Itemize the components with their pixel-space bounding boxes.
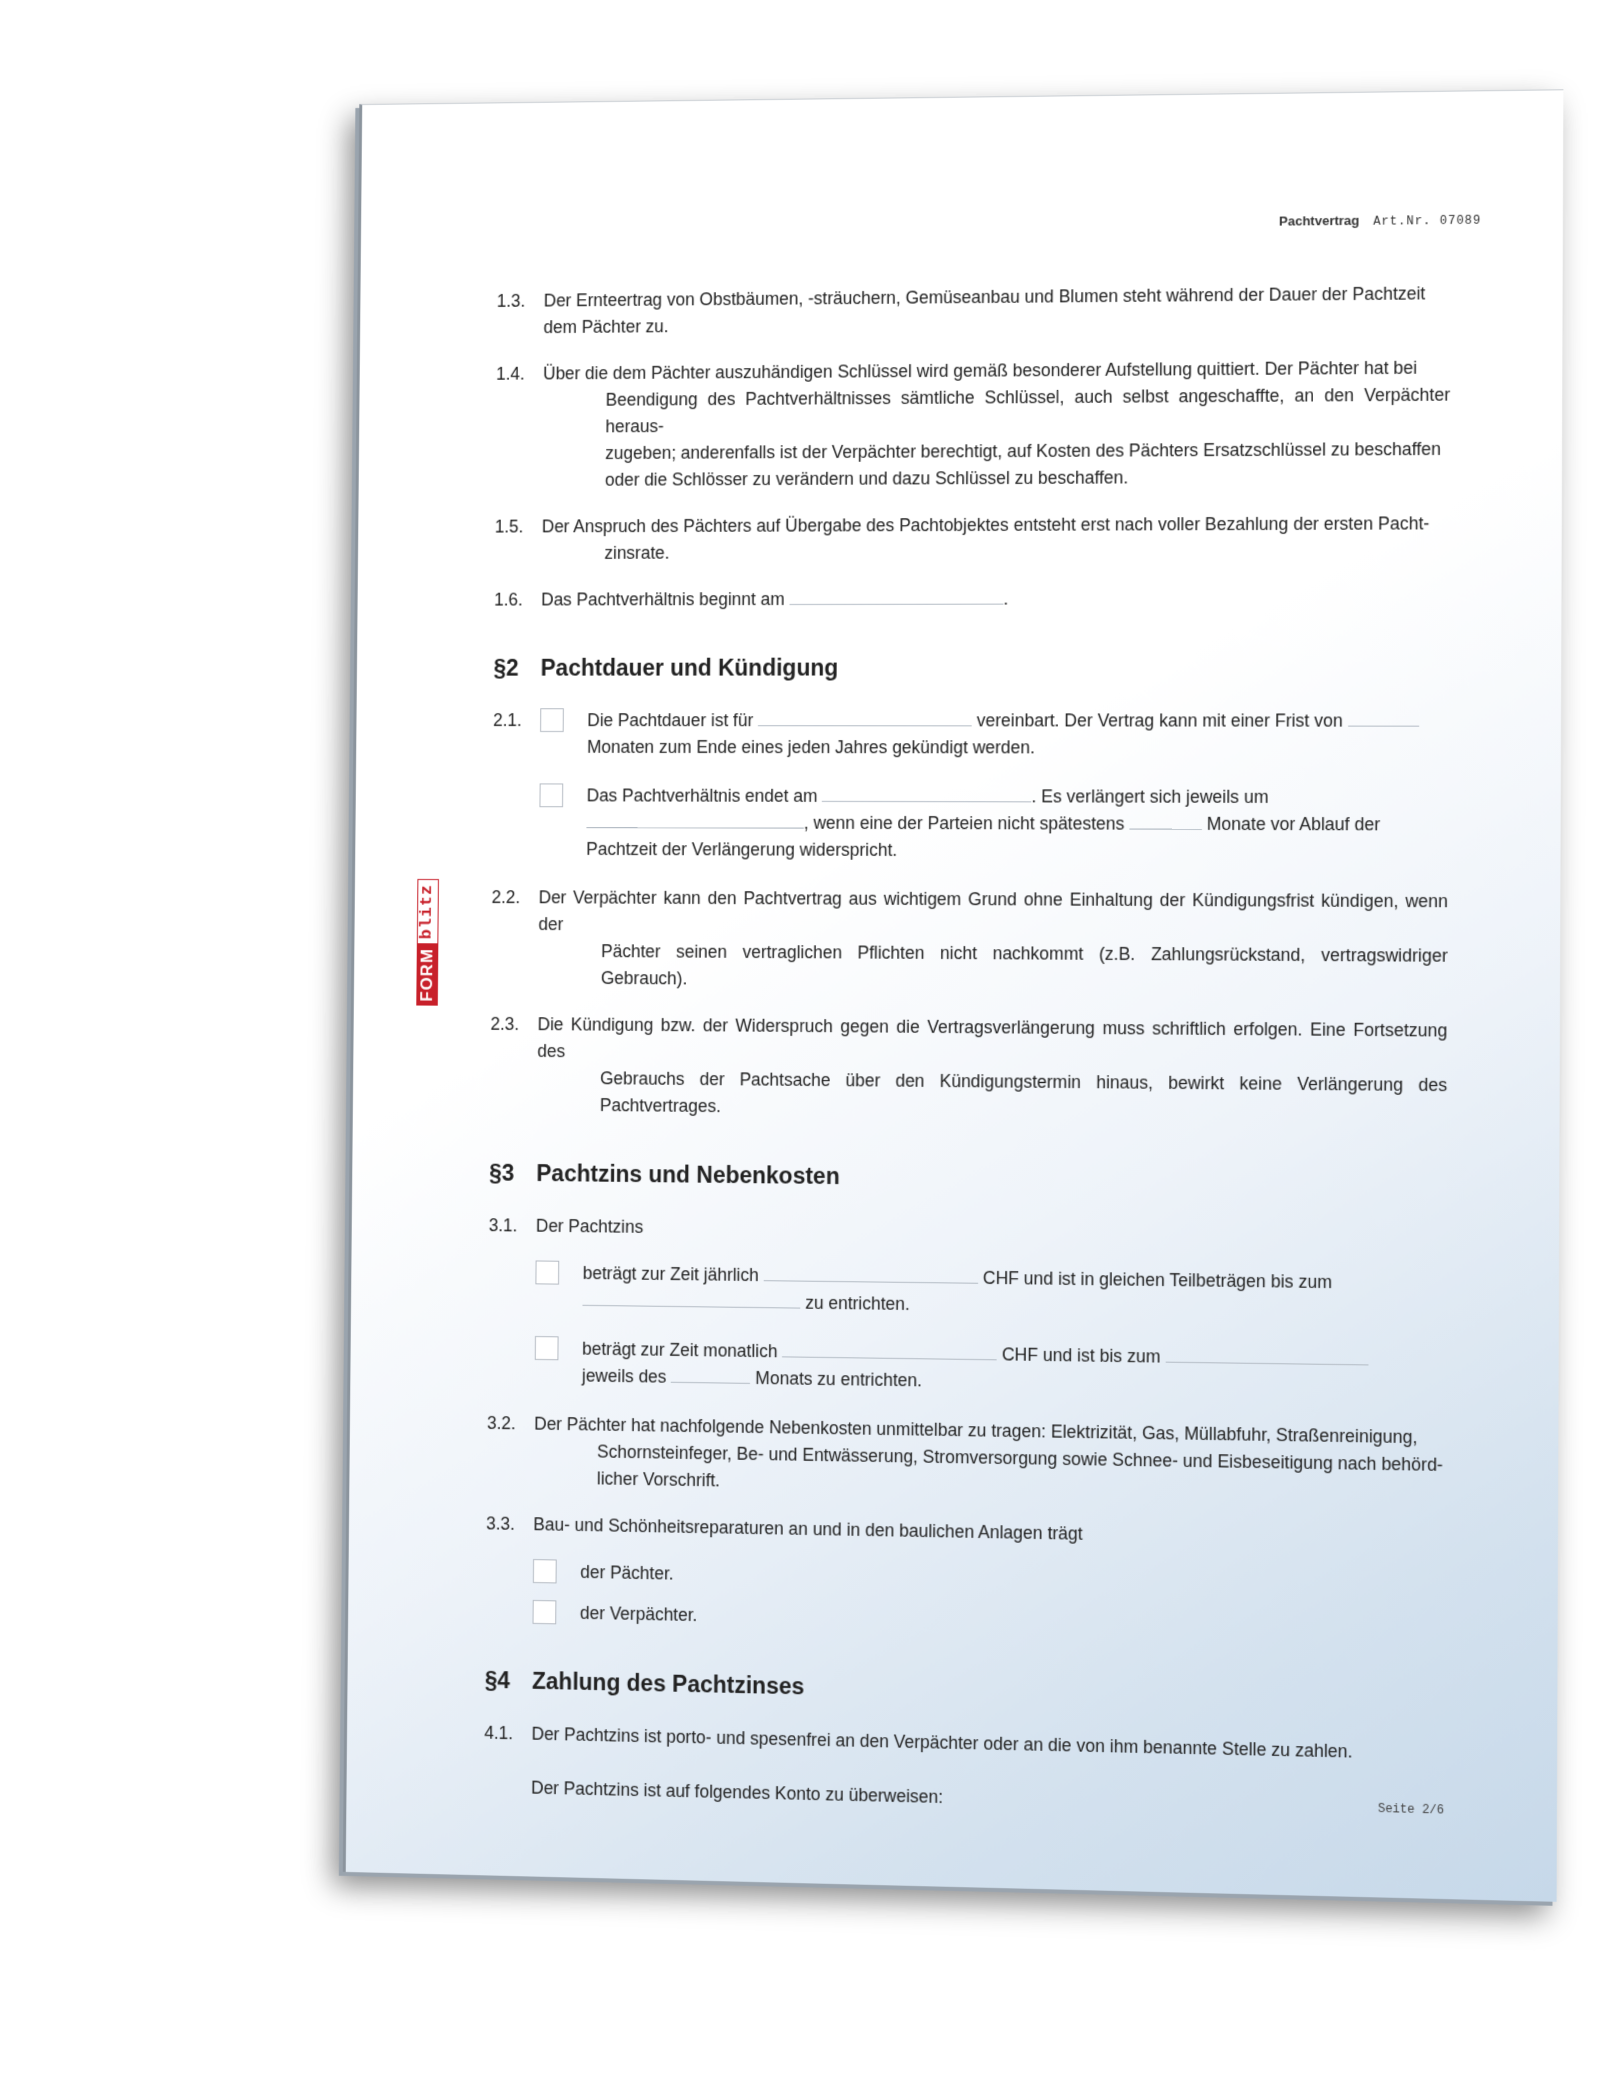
option-monthly-rent: beträgt zur Zeit monatlich CHF und ist bis zum jeweils des Monats zu entrichten. <box>535 1335 1447 1402</box>
formblitz-logo <box>416 879 439 1006</box>
clause-number: 1.6. <box>494 589 523 610</box>
clause-4-1 <box>484 1720 1445 1823</box>
section-heading-2 <box>493 654 1449 681</box>
clause-1-5 <box>494 510 1449 567</box>
option-tenant-repairs: der Pächter. <box>533 1558 1445 1602</box>
clause-text: licher Vorschrift. <box>596 1468 721 1491</box>
monthly-amount-field[interactable] <box>782 1338 997 1360</box>
document-page <box>343 89 1564 1902</box>
page-number: Seite 2/6 <box>1377 1801 1445 1818</box>
end-date-field[interactable] <box>822 783 1032 802</box>
clause-number: 1.3. <box>496 290 526 311</box>
clause-number: 2.1. <box>493 710 522 730</box>
option-fixed-term: Die Pachtdauer ist für vereinbart. Der Vertrag kann mit einer Frist von Monaten zum Ende eines jeden Jahres gekündigt werden. <box>540 707 1449 762</box>
clause-text: Gebrauchs der Pachtsache über den Kündigungstermin hinaus, bewirkt keine Verlängerung des Pachtvertrages. <box>599 1068 1448 1117</box>
clause-text: zugeben; anderenfalls ist der Verpächter berechtigt, auf Kosten des Pächters Ersatzschlüssel zu beschaffen <box>605 438 1442 463</box>
clause-text: dem Pächter zu. <box>543 316 669 338</box>
section-heading-3 <box>489 1160 1447 1197</box>
clause-text: oder die Schlösser zu verändern und dazu Schlüssel zu beschaffen. <box>604 467 1129 490</box>
clause-number: 2.3. <box>490 1013 520 1034</box>
monthly-due-day-field[interactable] <box>1165 1343 1368 1365</box>
option-end-date: Das Pachtverhältnis endet am . Es verlängert sich jeweils um , wenn eine der Parteien nicht spätestens Monate vor Ablauf der Pachtzeit der Verlängerung widerspricht. <box>539 782 1448 865</box>
clause-text: Über die dem Pächter auszuhändigen Schlüssel wird gemäß besonderer Aufstellung quittiert. Der Pächter hat bei <box>543 357 1418 384</box>
clause-text: Der Pachtzins ist porto- und spesenfrei an den Verpächter oder an die von ihm benannte Stelle zu zahlen. <box>531 1723 1353 1762</box>
clause-number: 3.3. <box>486 1513 515 1534</box>
section-title: Pachtdauer und Kündigung <box>540 654 839 681</box>
clause-3-1 <box>489 1212 1447 1250</box>
clause-3-2 <box>486 1410 1445 1507</box>
clause-text: Schornsteinfeger, Be- und Entwässerung, Stromversorgung sowie Schnee- und Eisbeseitigung nach behörd- <box>596 1441 1444 1476</box>
notice-period-field[interactable] <box>1348 708 1419 727</box>
clause-1-3 <box>496 280 1450 341</box>
clause-2-2 <box>491 884 1448 997</box>
clause-text: Die Kündigung bzw. der Widerspruch gegen die Vertragsverlängerung muss schriftlich erfolgen. Eine Fortsetzung des <box>537 1014 1448 1062</box>
objection-months-field[interactable] <box>1129 811 1202 830</box>
clause-text: Beendigung des Pachtverhältnisses sämtliche Schlüssel, auch selbst angeschaffte, an den Verpächter heraus- <box>605 384 1451 437</box>
yearly-due-date-field[interactable] <box>582 1287 800 1309</box>
clause-text: Der Pächter hat nachfolgende Nebenkosten unmittelbar zu tragen: Elektrizität, Gas, Müllabfuhr, Straßenreinigung, <box>534 1413 1418 1448</box>
clause-number: 4.1. <box>484 1722 514 1744</box>
section-title: Zahlung des Pachtzinses <box>531 1667 805 1700</box>
clause-number: 3.2. <box>486 1412 516 1434</box>
extension-period-field[interactable] <box>586 809 803 828</box>
yearly-amount-field[interactable] <box>764 1262 979 1284</box>
fixed-term-checkbox[interactable] <box>540 708 564 732</box>
option-landlord-repairs: der Verpächter. <box>533 1599 1445 1644</box>
clause-text: Pächter seinen vertraglichen Pflichten nicht nachkommt (z.B. Zahlungsrückstand, vertragswidriger Gebrauch). <box>600 941 1448 989</box>
clause-text: Der Pachtzins <box>535 1215 644 1237</box>
clause-1-4 <box>495 354 1450 494</box>
section-title: Pachtzins und Nebenkosten <box>536 1160 840 1190</box>
end-date-checkbox[interactable] <box>539 783 563 807</box>
clause-number: 2.2. <box>491 887 521 908</box>
section-heading-4 <box>485 1667 1445 1714</box>
document-body <box>484 280 1451 1843</box>
clause-number: 1.5. <box>494 516 524 537</box>
logo-form-text: FORM <box>416 944 438 1005</box>
yearly-rent-checkbox[interactable] <box>535 1260 559 1284</box>
clause-2-3 <box>490 1011 1448 1127</box>
monthly-rent-checkbox[interactable] <box>535 1336 559 1360</box>
clause-number: 3.1. <box>488 1215 518 1236</box>
clause-text: Der Verpächter kann den Pachtvertrag aus wichtigem Grund ohne Einhaltung der Kündigungsfrist kündigen, wenn der <box>538 887 1449 935</box>
section-number: §2 <box>493 654 519 681</box>
section-number: §3 <box>489 1159 515 1186</box>
page-header <box>1279 212 1481 230</box>
clause-number: 1.4. <box>496 363 525 384</box>
logo-blitz-text: blitz <box>417 879 439 944</box>
section-number: §4 <box>484 1666 511 1694</box>
clause-text: Der Pachtzins ist auf folgendes Konto zu überweisen: <box>531 1777 944 1808</box>
clause-text: Das Pachtverhältnis beginnt am <box>541 589 785 610</box>
tenant-repairs-checkbox[interactable] <box>533 1559 557 1583</box>
clause-text: Der Ernteertrag von Obstbäumen, -sträuchern, Gemüseanbau und Blumen steht während der Dauer der Pachtzeit <box>543 283 1426 311</box>
clause-1-6: 1.6. Das Pachtverhältnis beginnt am . <box>494 585 1449 614</box>
option-yearly-rent: beträgt zur Zeit jährlich CHF und ist in gleichen Teilbeträgen bis zum zu entrichten. <box>535 1259 1446 1324</box>
document-title: Pachtvertrag <box>1278 212 1360 229</box>
lease-duration-field[interactable] <box>758 707 972 726</box>
start-date-field[interactable] <box>789 586 1003 605</box>
clause-text: Der Anspruch des Pächters auf Übergabe des Pachtobjektes entsteht erst nach voller Bezahlung der ersten Pacht- <box>541 513 1430 537</box>
landlord-repairs-checkbox[interactable] <box>533 1600 557 1624</box>
clause-text: Bau- und Schönheitsreparaturen an und in den baulichen Anlagen trägt <box>533 1514 1083 1544</box>
month-field[interactable] <box>671 1364 750 1384</box>
clause-3-3 <box>486 1510 1445 1554</box>
article-number: Art.Nr. 07089 <box>1373 213 1482 229</box>
clause-text: zinsrate. <box>604 542 670 563</box>
